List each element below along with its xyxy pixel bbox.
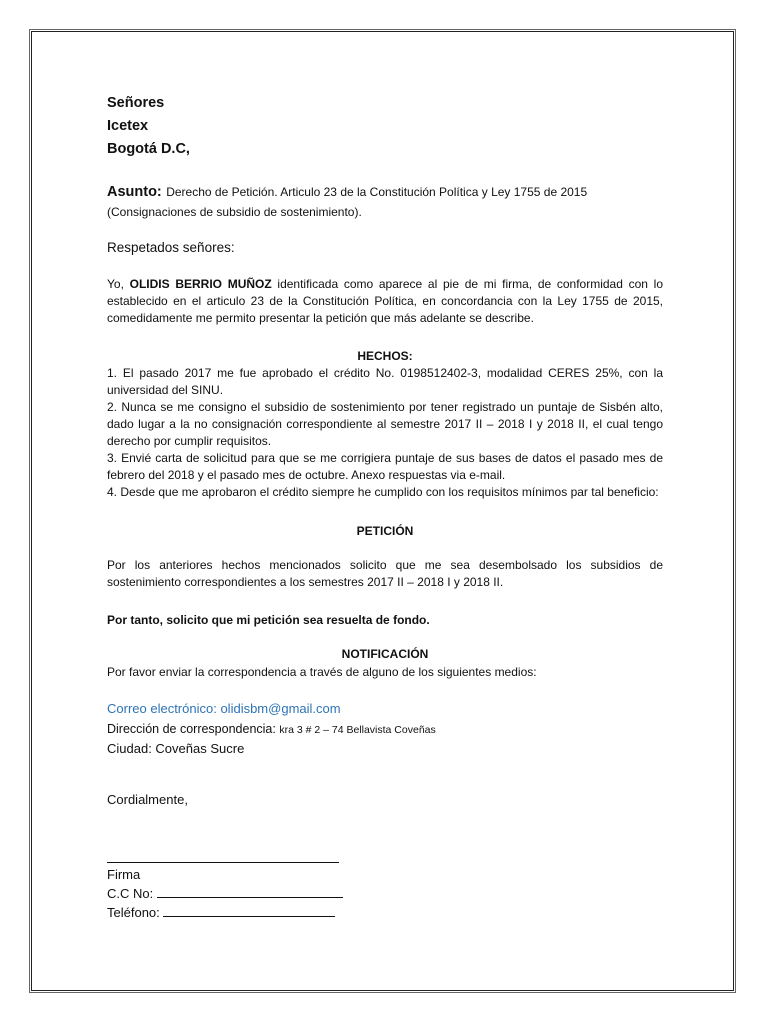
email-line (107, 701, 341, 716)
recipient-line-3: Bogotá D.C, (107, 141, 190, 157)
salutation: Respetados señores: (107, 240, 235, 255)
hecho-item-3: 3. Envié carta de solicitud para que se me corrigiera puntaje de sus bases de datos el pasado mes de febrero del 2018 y el pasado mes de octubre. Anexo respuestas via e-mail. (107, 451, 663, 482)
notificacion-title: NOTIFICACIÓN (341, 647, 429, 661)
peticion-text: Por los anteriores hechos mencionados solicito que me sea desembolsado los subsidios de sostenimiento correspondientes a los semestres 2017 II – 2018 I y 2018 II. (107, 558, 663, 589)
hecho-item-4: 4. Desde que me aprobaron el crédito siempre he cumplido con los requisitos mínimos par tal beneficio: (107, 485, 659, 499)
address-label: Dirección de correspondencia: (107, 722, 280, 736)
sender-name: OLIDIS BERRIO MUÑOZ (129, 277, 272, 291)
cc-label: C.C No: (107, 886, 157, 901)
signature-line (107, 862, 339, 863)
hecho-item-1: 1. El pasado 2017 me fue aprobado el crédito No. 0198512402-3, modalidad CERES 25%, con la universidad del SINU. (107, 366, 663, 397)
telefono-label: Teléfono: (107, 905, 164, 920)
cc-blank (157, 886, 343, 898)
telefono-blank (163, 905, 335, 917)
notificacion-text: Por favor enviar la correspondencia a través de alguno de los siguientes medios: (107, 665, 537, 679)
asunto-label: Asunto: (107, 184, 162, 200)
hecho-item-2: 2. Nunca se me consigno el subsidio de sostenimiento por tener registrado un puntaje de Sisbén alto, dado lugar a la no consignación correspondiente al semestre 2017 II – 2018 I y 2018 II, el cual tengo derecho por cumplir requisitos. (107, 400, 663, 448)
asunto-text: Derecho de Petición. Articulo 23 de la Constitución Política y Ley 1755 de 2015 (166, 185, 588, 199)
page-border (31, 31, 734, 991)
hechos-title: HECHOS: (357, 349, 413, 363)
address-value: kra 3 # 2 – 74 Bellavista Coveñas (279, 724, 436, 736)
hechos-list (107, 365, 663, 501)
recipient-line-1: Señores (107, 95, 165, 111)
intro-paragraph: Yo, OLIDIS BERRIO MUÑOZ identificada como aparece al pie de mi firma, de conformidad con lo establecido en el articulo 23 de la Constitución Política, en concordancia con la Ley 1755 de 2015, comedidamente me permito presentar la petición que más adelante se describe. (107, 277, 664, 325)
peticion-closing: Por tanto, solicito que mi petición sea resuelta de fondo. (107, 613, 430, 627)
city-line: Ciudad: Coveñas Sucre (107, 741, 245, 756)
firma-label: Firma (107, 867, 141, 882)
asunto-text-2: (Consignaciones de subsidio de sostenimiento). (107, 205, 362, 219)
recipient-line-2: Icetex (107, 118, 149, 134)
peticion-title: PETICIÓN (356, 524, 414, 538)
email-address[interactable]: olidisbm@gmail.com (220, 701, 341, 716)
asunto (107, 183, 587, 201)
email-label: Correo electrónico: (107, 701, 221, 716)
telefono-line (107, 905, 335, 920)
cc-line (107, 886, 343, 901)
closing: Cordialmente, (107, 792, 188, 807)
address-line (107, 722, 436, 736)
